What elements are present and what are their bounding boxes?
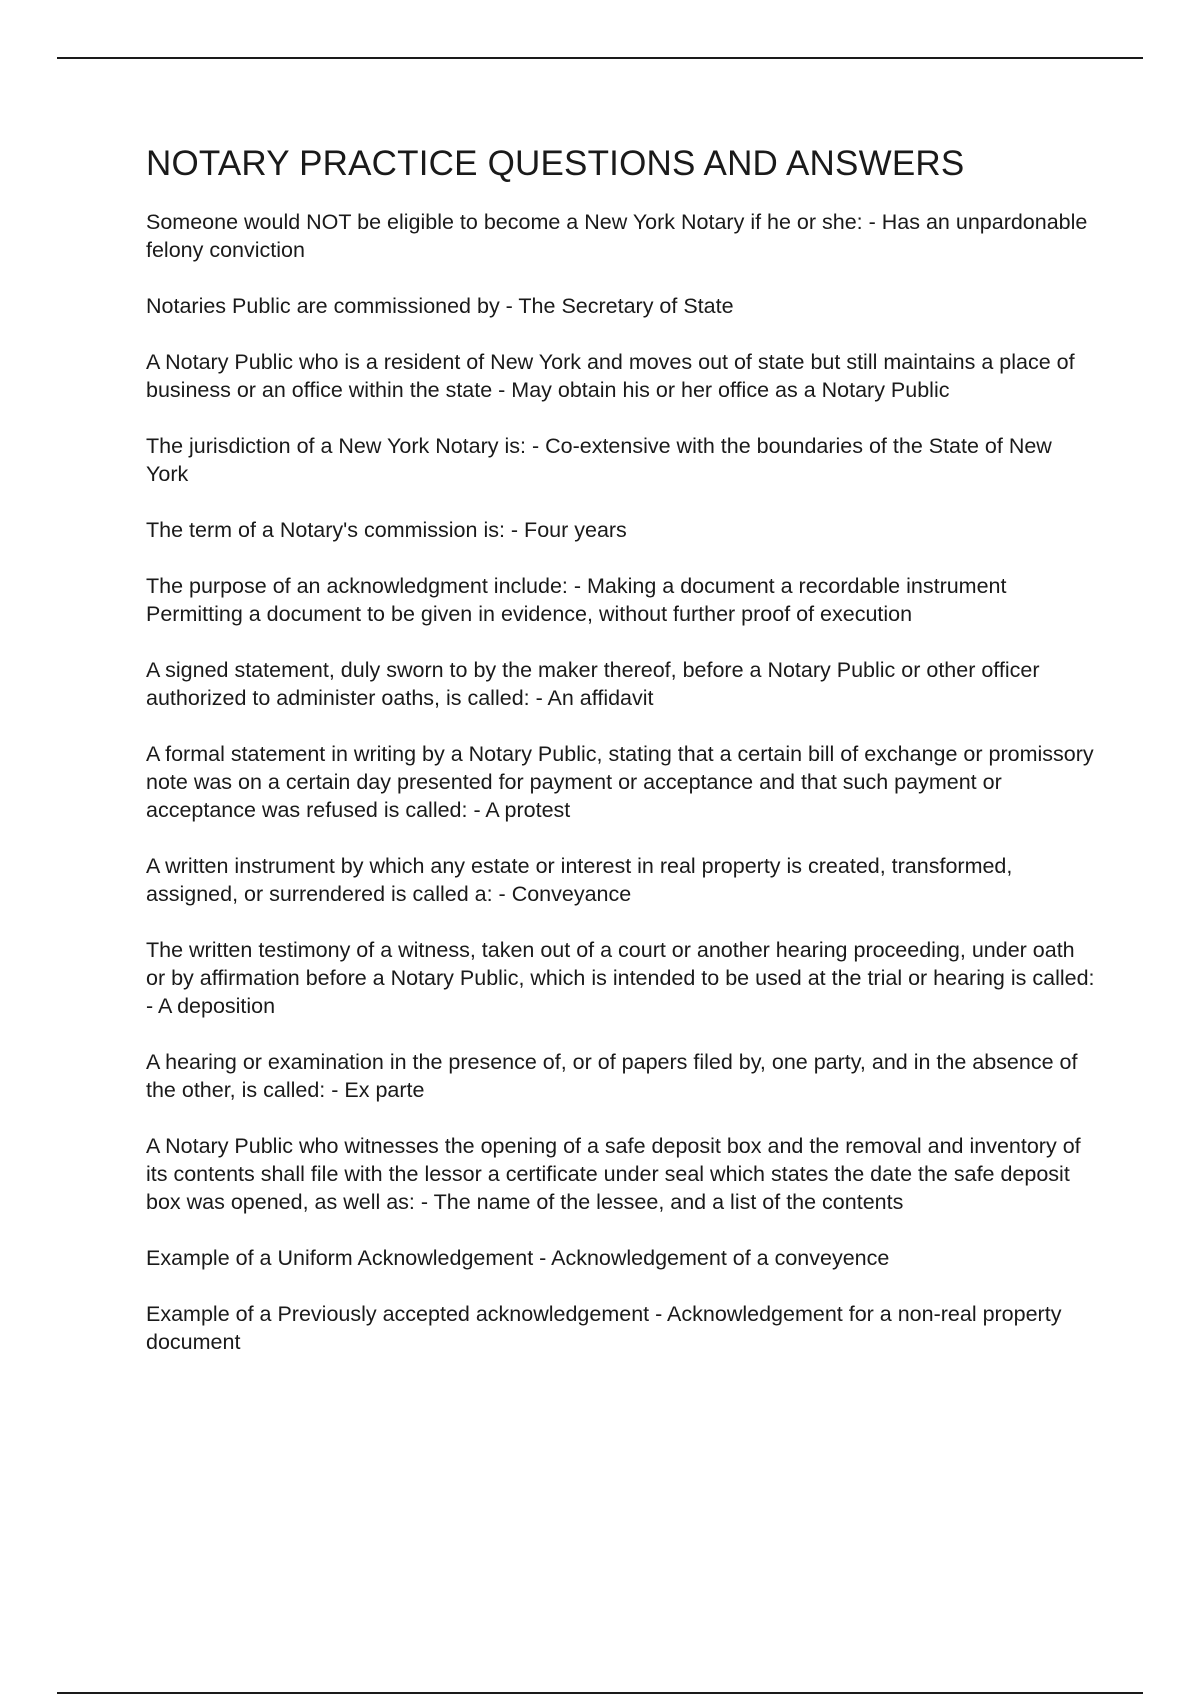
qa-item: Someone would NOT be eligible to become a New York Notary if he or she: - Has an unpardonable felony conviction bbox=[146, 210, 1088, 262]
qa-item: Notaries Public are commissioned by - The Secretary of State bbox=[146, 294, 734, 318]
qa-item: A written instrument by which any estate or interest in real property is created, transformed, assigned, or surrendered is called a: - Conveyance bbox=[146, 854, 1013, 906]
qa-item: The purpose of an acknowledgment include: - Making a document a recordable instrument Permitting a document to be given in evidence, without further proof of execution bbox=[146, 574, 1007, 626]
qa-item: The term of a Notary's commission is: - Four years bbox=[146, 518, 627, 542]
qa-item: A Notary Public who witnesses the opening of a safe deposit box and the removal and inventory of its contents shall file with the lessor a certificate under seal which states the date the safe deposit box was opened, as well as: - The name of the lessee, and a list of the contents bbox=[146, 1134, 1081, 1214]
qa-item: The written testimony of a witness, taken out of a court or another hearing proceeding, under oath or by affirmation before a Notary Public, which is intended to be used at the trial or hearing is called: - A deposition bbox=[146, 938, 1095, 1018]
qa-item: Example of a Uniform Acknowledgement - Acknowledgement of a conveyence bbox=[146, 1246, 890, 1270]
qa-item: A Notary Public who is a resident of New York and moves out of state but still maintains a place of business or an office within the state - May obtain his or her office as a Notary Public bbox=[146, 350, 1075, 402]
bottom-divider bbox=[57, 1692, 1143, 1694]
qa-item: A formal statement in writing by a Notary Public, stating that a certain bill of exchange or promissory note was on a certain day presented for payment or acceptance and that such payment or acceptance was refused is called: - A protest bbox=[146, 742, 1094, 822]
top-divider bbox=[57, 57, 1143, 59]
qa-item: A signed statement, duly sworn to by the maker thereof, before a Notary Public or other officer authorized to administer oaths, is called: - An affidavit bbox=[146, 658, 1040, 710]
document-body bbox=[146, 142, 1096, 1384]
document-title: NOTARY PRACTICE QUESTIONS AND ANSWERS bbox=[146, 144, 965, 183]
qa-item: The jurisdiction of a New York Notary is: - Co-extensive with the boundaries of the State of New York bbox=[146, 434, 1052, 486]
qa-item: A hearing or examination in the presence of, or of papers filed by, one party, and in the absence of the other, is called: - Ex parte bbox=[146, 1050, 1078, 1102]
qa-item: Example of a Previously accepted acknowledgement - Acknowledgement for a non-real property document bbox=[146, 1302, 1062, 1354]
